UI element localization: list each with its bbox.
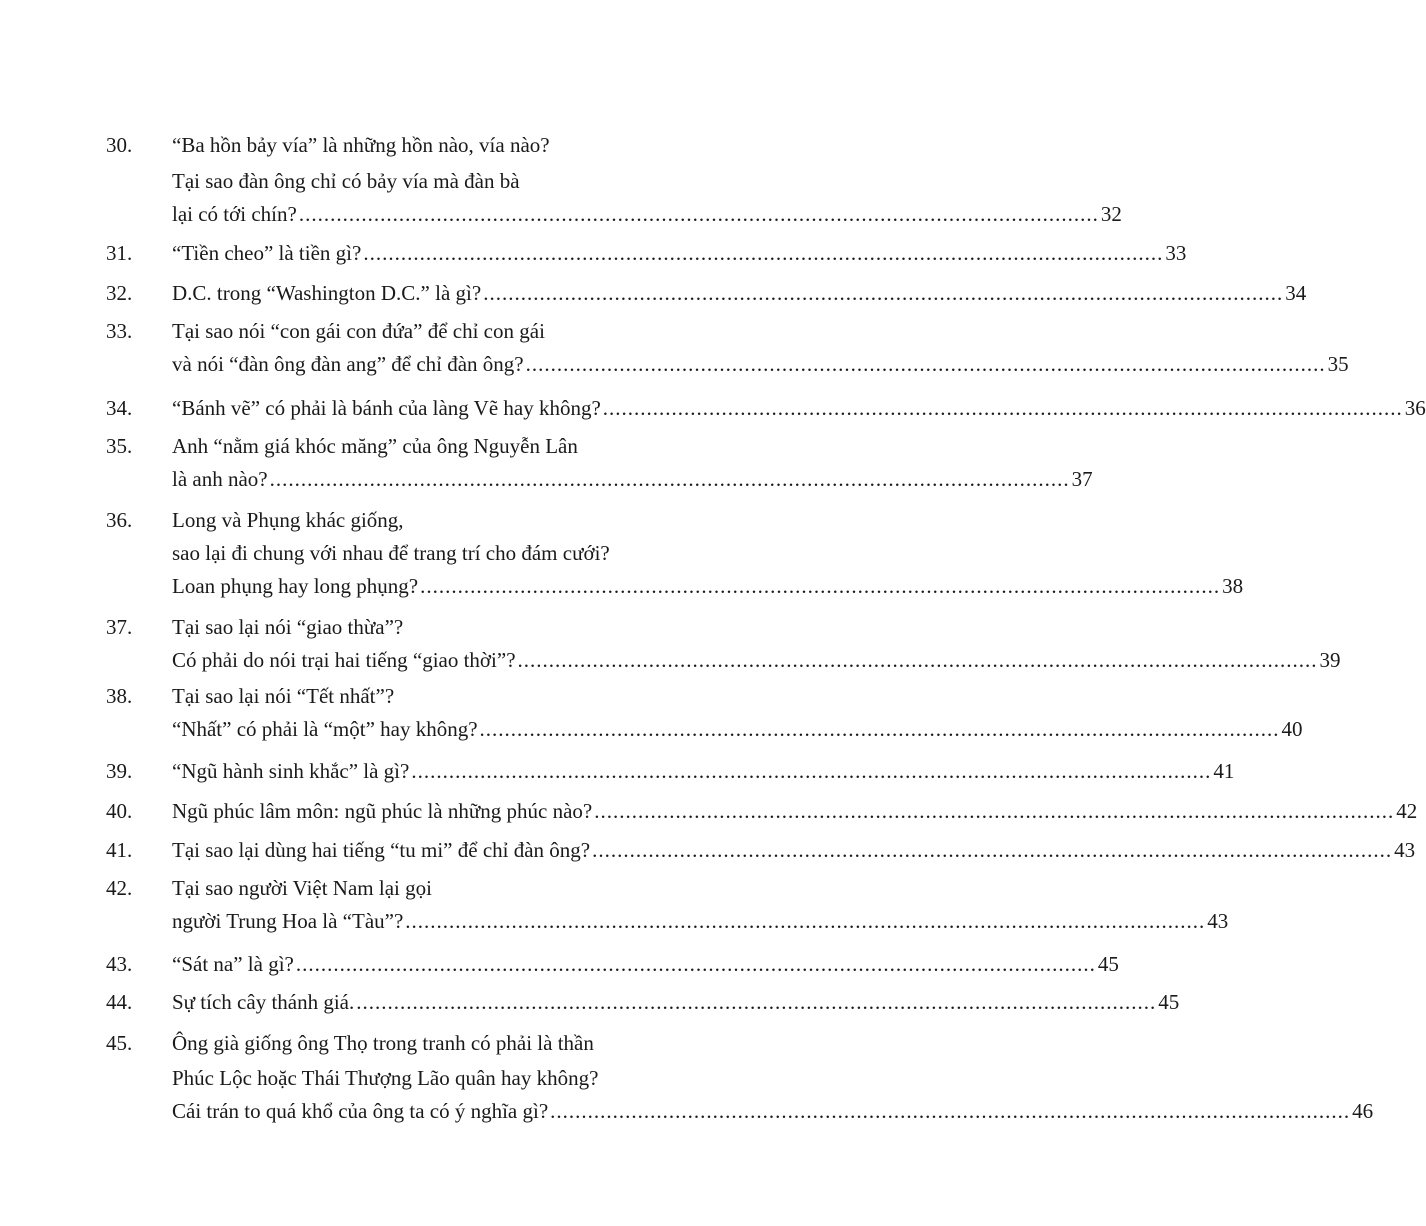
entry-title-line: sao lại đi chung với nhau để trang trí cho đám cưới? <box>172 541 610 565</box>
dot-leader: ................................................................................................................................ <box>592 838 1393 862</box>
entry-title-line: người Trung Hoa là “Tàu”? <box>172 909 404 933</box>
page-number: 46 <box>1352 1099 1374 1123</box>
entry-title-line: Tại sao nói “con gái con đứa” để chỉ con gái <box>172 319 545 343</box>
entry-last-line <box>172 648 1341 672</box>
dot-leader: ................................................................................................................................ <box>405 909 1206 933</box>
page-number: 37 <box>1071 467 1093 491</box>
entry-last-line <box>172 352 1349 376</box>
entry-number: 44. <box>106 990 133 1014</box>
page-number: 33 <box>1165 241 1187 265</box>
page-number: 45 <box>1158 990 1180 1014</box>
entry-last-line <box>172 574 1244 598</box>
entry-last-line <box>172 202 1122 226</box>
entry-number: 31. <box>106 241 133 265</box>
entry-last-line <box>172 799 1418 823</box>
dot-leader: ................................................................................................................................ <box>550 1099 1351 1123</box>
entry-title-line: Ngũ phúc lâm môn: ngũ phúc là những phúc nào? <box>172 799 593 823</box>
entry-last-line <box>172 838 1416 862</box>
dot-leader: ................................................................................................................................ <box>411 759 1212 783</box>
entry-last-line <box>172 467 1093 491</box>
entry-title-line: Sự tích cây thánh giá. <box>172 990 355 1014</box>
entry-last-line <box>172 759 1235 783</box>
dot-leader: ................................................................................................................................ <box>594 799 1395 823</box>
entry-last-line <box>172 990 1180 1014</box>
dot-leader: ................................................................................................................................ <box>479 717 1280 741</box>
entry-number: 35. <box>106 434 133 458</box>
entry-number: 36. <box>106 508 133 532</box>
entry-last-line <box>172 952 1119 976</box>
dot-leader: ................................................................................................................................ <box>298 202 1099 226</box>
page-number: 43 <box>1394 838 1416 862</box>
entry-number: 39. <box>106 759 133 783</box>
page-number: 38 <box>1222 574 1244 598</box>
page-number: 34 <box>1285 281 1307 305</box>
dot-leader: ................................................................................................................................ <box>483 281 1284 305</box>
entry-title-line: lại có tới chín? <box>172 202 297 226</box>
entry-title-line: và nói “đàn ông đàn ang” để chỉ đàn ông? <box>172 352 524 376</box>
page-number: 36 <box>1404 396 1426 420</box>
dot-leader: ................................................................................................................................ <box>295 952 1096 976</box>
entry-number: 45. <box>106 1031 133 1055</box>
entry-last-line <box>172 396 1426 420</box>
dot-leader: ................................................................................................................................ <box>363 241 1164 265</box>
dot-leader: ................................................................................................................................ <box>420 574 1221 598</box>
entry-title-line: “Bánh vẽ” có phải là bánh của làng Vẽ hay không? <box>172 396 601 420</box>
entry-title-line: Cái trán to quá khổ của ông ta có ý nghĩa gì? <box>172 1099 549 1123</box>
entry-title-line: “Sát na” là gì? <box>172 952 294 976</box>
entry-last-line <box>172 717 1303 741</box>
entry-last-line <box>172 909 1229 933</box>
entry-number: 30. <box>106 133 133 157</box>
entry-number: 43. <box>106 952 133 976</box>
entry-title-line: Tại sao người Việt Nam lại gọi <box>172 876 432 900</box>
page-number: 40 <box>1281 717 1303 741</box>
dot-leader: ................................................................................................................................ <box>269 467 1070 491</box>
dot-leader: ................................................................................................................................ <box>517 648 1318 672</box>
page-number: 42 <box>1396 799 1418 823</box>
entry-title-line: “Ngũ hành sinh khắc” là gì? <box>172 759 410 783</box>
entry-title-line: Có phải do nói trại hai tiếng “giao thời”? <box>172 648 516 672</box>
entry-title-line: “Tiền cheo” là tiền gì? <box>172 241 362 265</box>
page-number: 32 <box>1100 202 1122 226</box>
entry-title-line: là anh nào? <box>172 467 268 491</box>
entry-title-line: D.C. trong “Washington D.C.” là gì? <box>172 281 482 305</box>
entry-number: 42. <box>106 876 133 900</box>
dot-leader: ................................................................................................................................ <box>525 352 1326 376</box>
entry-title-line: Long và Phụng khác giống, <box>172 508 404 532</box>
entry-last-line <box>172 281 1307 305</box>
entry-title-line: Tại sao lại nói “giao thừa”? <box>172 615 404 639</box>
entry-title-line: Phúc Lộc hoặc Thái Thượng Lão quân hay không? <box>172 1066 599 1090</box>
entry-number: 37. <box>106 615 133 639</box>
entry-title-line: Tại sao lại dùng hai tiếng “tu mi” để chỉ đàn ông? <box>172 838 591 862</box>
entry-title-line: Loan phụng hay long phụng? <box>172 574 419 598</box>
entry-number: 32. <box>106 281 133 305</box>
entry-title-line: “Nhất” có phải là “một” hay không? <box>172 717 478 741</box>
page-number: 41 <box>1213 759 1235 783</box>
entry-number: 34. <box>106 396 133 420</box>
entry-last-line <box>172 241 1187 265</box>
dot-leader: ................................................................................................................................ <box>356 990 1157 1014</box>
entry-number: 40. <box>106 799 133 823</box>
dot-leader: ................................................................................................................................ <box>602 396 1403 420</box>
entry-number: 38. <box>106 684 133 708</box>
entry-title-line: Tại sao lại nói “Tết nhất”? <box>172 684 395 708</box>
entry-title-line: “Ba hồn bảy vía” là những hồn nào, vía nào? <box>172 133 550 157</box>
page-number: 43 <box>1207 909 1229 933</box>
entry-title-line: Ông già giống ông Thọ trong tranh có phải là thần <box>172 1031 594 1055</box>
entry-number: 41. <box>106 838 133 862</box>
page-number: 45 <box>1097 952 1119 976</box>
entry-last-line <box>172 1099 1374 1123</box>
entry-number: 33. <box>106 319 133 343</box>
page-number: 35 <box>1327 352 1349 376</box>
entry-title-line: Tại sao đàn ông chỉ có bảy vía mà đàn bà <box>172 169 520 193</box>
entry-title-line: Anh “nằm giá khóc măng” của ông Nguyễn Lân <box>172 434 578 458</box>
page-number: 39 <box>1319 648 1341 672</box>
